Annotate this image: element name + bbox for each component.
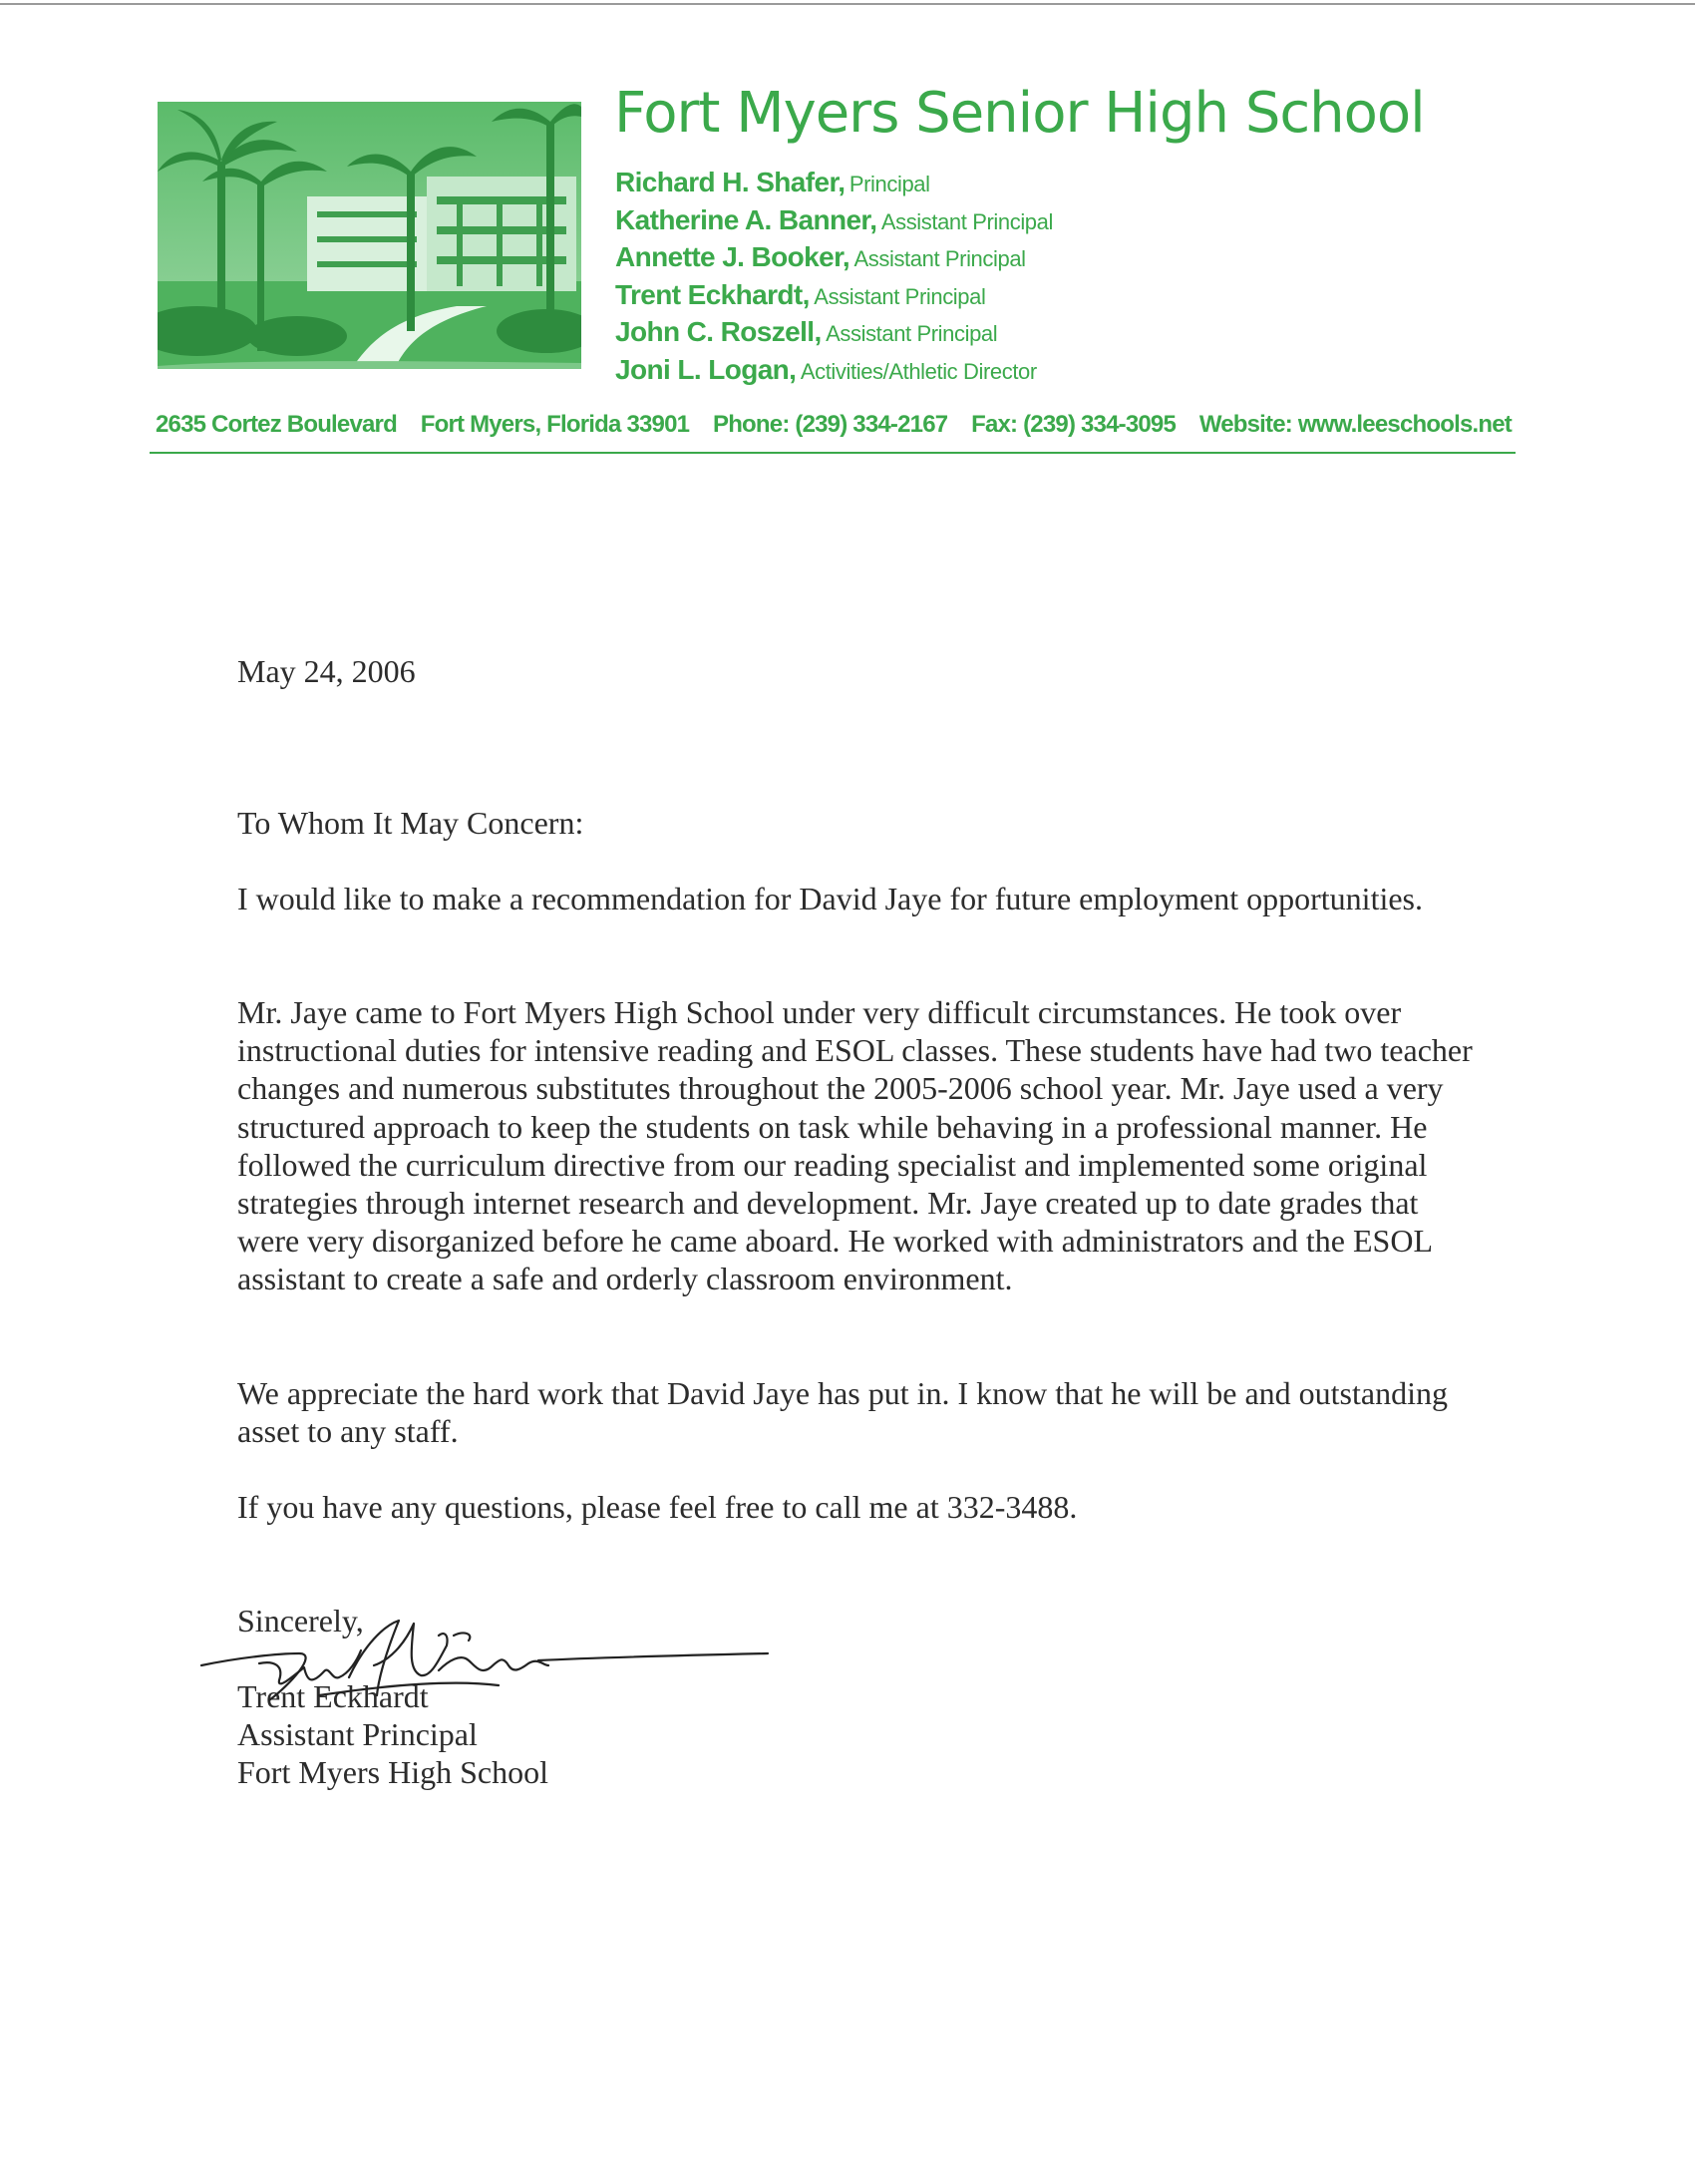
letterhead <box>0 0 1695 469</box>
signer-title: Assistant Principal <box>237 1716 478 1752</box>
staff-title: Assistant Principal <box>814 283 986 309</box>
administration-list <box>615 164 1053 388</box>
salutation: To Whom It May Concern: <box>237 805 584 841</box>
staff-row-assistant-principal <box>615 313 1053 351</box>
staff-name: Trent Eckhardt, <box>615 278 810 310</box>
staff-row-assistant-principal <box>615 276 1053 314</box>
staff-row-assistant-principal <box>615 201 1053 239</box>
paragraph-details: Mr. Jaye came to Fort Myers High School under very difficult circumstances. He took over instructional duties for intensive reading and ESOL classes. These students have had two teacher changes and numerous substitutes throughout the 2005-2006 school year. Mr. Jaye used a very structured approach to keep the students on task while behaving in a professional manner. He followed the curriculum directive from our reading specialist and implemented some original strategies through internet research and development. Mr. Jaye created up to date grades that were very disorganized before he came aboard. He worked with administrators and the ESOL assistant to create a safe and orderly classroom environment. <box>237 994 1473 1297</box>
paragraph-intro: I would like to make a recommendation for David Jaye for future employment opportunities. <box>237 881 1423 916</box>
phone-number: Phone: (239) 334-2167 <box>712 411 948 438</box>
staff-row-principal <box>615 164 1053 201</box>
signer-name: Trent Eckhardt <box>237 1678 429 1714</box>
staff-title: Assistant Principal <box>853 246 1026 271</box>
letter-date: May 24, 2006 <box>237 653 416 689</box>
contact-bar <box>156 411 1512 439</box>
staff-name: John C. Roszell, <box>615 316 822 347</box>
school-name: Fort Myers Senior High School <box>614 81 1425 146</box>
staff-name: Katherine A. Banner, <box>615 203 877 235</box>
fax-number: Fax: (239) 334-3095 <box>971 411 1177 438</box>
staff-row-athletic-director <box>615 351 1053 389</box>
staff-name: Richard H. Shafer, <box>615 167 846 197</box>
staff-title: Assistant Principal <box>826 321 998 346</box>
city-state-zip: Fort Myers, Florida 33901 <box>420 411 690 438</box>
letterhead-divider <box>150 452 1516 454</box>
staff-name: Annette J. Booker, <box>615 241 850 272</box>
staff-title: Principal <box>848 172 930 196</box>
staff-title: Assistant Principal <box>880 208 1053 234</box>
signer-school: Fort Myers High School <box>237 1754 548 1790</box>
paragraph-contact: If you have any questions, please feel free to call me at 332-3488. <box>237 1489 1078 1525</box>
street-address: 2635 Cortez Boulevard <box>156 411 397 438</box>
school-building-photo <box>158 102 581 377</box>
staff-title: Activities/Athletic Director <box>800 358 1037 384</box>
closing: Sincerely, <box>237 1603 364 1638</box>
handwritten-signature <box>199 1606 778 1725</box>
website: Website: www.leeschools.net <box>1198 411 1512 438</box>
staff-name: Joni L. Logan, <box>615 353 797 385</box>
paragraph-appreciation: We appreciate the hard work that David Jaye has put in. I know that he will be and outstanding asset to any staff. <box>237 1375 1448 1450</box>
staff-row-assistant-principal <box>615 238 1053 276</box>
